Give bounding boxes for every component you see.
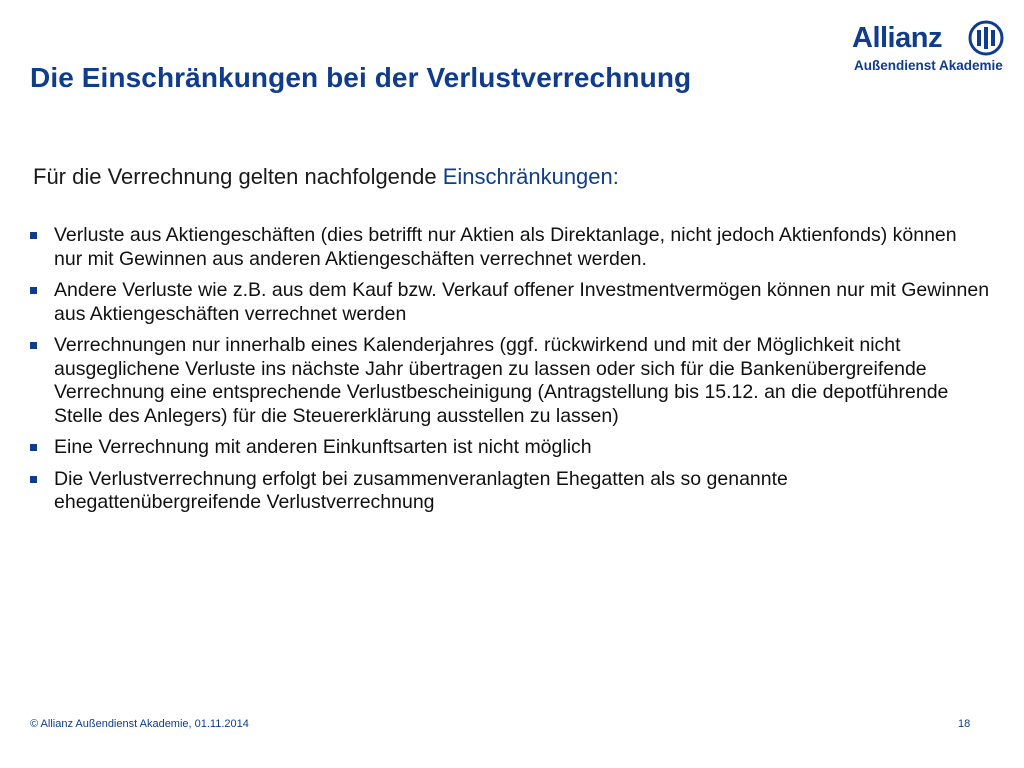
logo-subtitle: Außendienst Akademie [854, 58, 1003, 73]
slide-title: Die Einschränkungen bei der Verlustverrechnung [30, 62, 692, 93]
bullet-item [30, 436, 990, 460]
bullet-list [30, 224, 990, 523]
bullet-item [30, 334, 990, 428]
bullet-text: Eine Verrechnung mit anderen Einkunftsarten ist nicht möglich [54, 436, 592, 458]
square-bullet-icon [30, 342, 37, 349]
bullet-item [30, 279, 990, 326]
intro-line [33, 164, 619, 190]
intro-keyword: Einschränkungen [442, 164, 613, 189]
square-bullet-icon [30, 232, 37, 239]
bullet-text: Verrechnungen nur innerhalb eines Kalenderjahres (ggf. rückwirkend und mit der Möglichkeit nicht ausgeglichene Verluste ins nächste Jahr übertragen zu lassen oder sich für die Bankenübergreifende Verrechnung eine entsprechende Verlustbescheinigung (Antragstellung bis 15.12. an die depotführende Stelle des Anlegers) für die Steuererklärung ausstellen zu lassen) [54, 334, 949, 427]
square-bullet-icon [30, 444, 37, 451]
square-bullet-icon [30, 476, 37, 483]
bullet-text: Verluste aus Aktiengeschäften (dies betrifft nur Aktien als Direktanlage, nicht jedoch Aktienfonds) können nur mit Gewinnen aus anderen Aktiengeschäften verrechnet werden. [54, 224, 957, 270]
intro-text: Für die Verrechnung gelten nachfolgende [33, 164, 443, 189]
bullet-text: Die Verlustverrechnung erfolgt bei zusammenveranlagten Ehegatten als so genannte ehegattenübergreifende Verlustverrechnung [54, 467, 788, 513]
square-bullet-icon [30, 287, 37, 294]
page-number: 18 [958, 718, 971, 730]
allianz-logo [852, 20, 1007, 78]
logo-wordmark: Allianz [852, 22, 942, 54]
footer-copyright: © Allianz Außendienst Akademie, 01.11.2014 [30, 718, 249, 730]
allianz-eagle-icon [968, 20, 1004, 56]
bullet-item [30, 468, 990, 515]
intro-suffix: : [612, 164, 619, 189]
bullet-item [30, 224, 990, 271]
bullet-text: Andere Verluste wie z.B. aus dem Kauf bzw. Verkauf offener Investmentvermögen können nur mit Gewinnen aus Aktiengeschäften verrechnet werden [54, 279, 990, 325]
